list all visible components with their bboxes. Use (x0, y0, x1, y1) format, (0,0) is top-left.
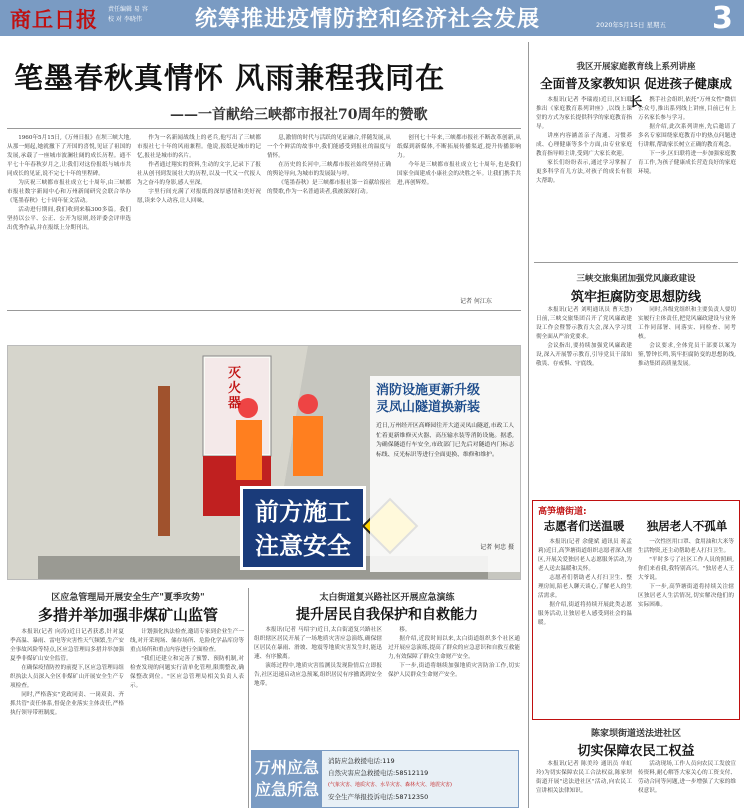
paragraph: "我们还建立和完善了预警、预防机制,对检查发现的问题实行清单化管理,限期整改,确保整改到位。"区应急管理局相关负责人表示。 (130, 656, 244, 689)
divider (534, 262, 738, 263)
paragraph: 会议要求,全体党员干部要以案为鉴,警钟长鸣,筑牢拒腐防变的思想防线,推动集团高质量发展。 (638, 343, 736, 367)
rt1-column-2 (638, 96, 736, 226)
rt2-title: 筑牢拒腐防变思想防线 (570, 290, 701, 305)
lead-title: 笔墨春秋真情怀 风雨兼程我同在 (14, 61, 446, 95)
bm-column-1 (254, 626, 382, 746)
hotline-disaster-types: (气象灾害、地质灾害、水旱灾害、森林火灾、地震灾害) (328, 782, 452, 788)
paragraph: 作为一名新闻战线上的老兵,他写出了三峡都市报社七十年的风雨兼程。他说,报纸是城市的记忆,报社是城市的名片。 (137, 135, 261, 159)
column-rule (528, 42, 529, 808)
paragraph: 演练过程中,地质灾害监测员发现险情后立即报告,社区迅速启动应急预案,组织居民有序撤离到安全地带。 (254, 663, 382, 687)
photo-caption-panel (370, 376, 520, 572)
box-title-2: 独居老人不孤单 (646, 519, 728, 533)
paragraph: 家长们纷纷表示,通过学习掌握了更多科学育儿方法,对孩子的成长有很大帮助。 (536, 160, 632, 184)
paragraph: 下一步,街道将继续加强地质灾害防治工作,切实保护人民群众生命财产安全。 (388, 663, 520, 678)
lead-subtitle: ——一首献给三峡都市报社70周年的赞歌 (170, 107, 428, 123)
rt2-kicker: 三峡交旅集团加强党风廉政建设 (576, 274, 696, 284)
paragraph: 下一步,高笋塘街道将持续关注辖区独居老人生活情况,切实解决他们的实际困难。 (638, 584, 734, 608)
paragraph: 据介绍,近段时间以来,太白街道组织多个社区通过开展应急演练,提高了群众的应急意识和自救互救能力,有效保障了群众生命财产安全。 (388, 636, 520, 660)
box-column-2 (638, 538, 734, 714)
bl-column-1 (10, 628, 124, 806)
paragraph: 一次性医用口罩、食用油和大米等生活物资,还主动帮助老人打扫卫生。 (638, 539, 734, 554)
paragraph: 据介绍,街道将持续开展此类志愿服务活动,让独居老人感受到社会的温暖。 (538, 602, 632, 626)
divider (7, 310, 521, 311)
paragraph: 移。 (399, 627, 411, 633)
rt3-title: 切实保障农民工权益 (577, 744, 695, 759)
issue-date: 2020年5月15日 星期五 (596, 21, 667, 29)
paragraph: 本报讯(记者 向涛)近日记者获悉,针对夏季高温、暴雨、雷电等灾害性天气频繁,生产安全事故风险等特点,区应急管理局多措并举加强夏季非煤矿山安全监管。 (10, 629, 124, 662)
column-rule (248, 588, 249, 808)
paragraph: 本报讯(记者 陈美玲 通讯员 单虹玲)为切实保障农民工合法权益,陈家坝街道开展"送法进社区"活动,向农民工宣讲相关法律知识。 (536, 761, 632, 794)
lead-credit: 记者 何江东 (460, 298, 492, 305)
hotline-fire: 消防应急救援电话:119 (328, 757, 395, 765)
lead-column-3 (267, 134, 391, 306)
emergency-hotline-box (251, 750, 519, 808)
rt1-column-1 (536, 96, 632, 248)
paragraph: 本报讯(记者 余健斌 通讯员 蒋孟莉)近日,高笋塘街道组织志愿者深入辖区,开展关爱独居老人志愿服务活动,为老人送去温暖和关怀。 (538, 539, 632, 572)
paragraph: 志愿者们帮助老人打扫卫生、整理房间,陪老人聊天谈心,了解老人的生活需求。 (538, 575, 632, 599)
rt1-kicker: 我区开展家庭教育线上系列讲座 (576, 62, 696, 72)
paragraph: 在历史的长河中,三峡都市报社始终坚持正确的舆论导向,为城市的发展鼓与呼。 (267, 162, 391, 177)
paragraph: 据介绍,此次系列讲座,先后邀请了多名专家围绕家庭教育中的热点问题进行讲解,帮助家长树立正确的教育观念。 (638, 124, 736, 148)
paragraph: 本报讯(记者 刘明通讯员 曹天慧)日前,三峡交旅集团召开了党风廉政建设工作会暨警示教育大会,深入学习贯彻全面从严治党要求。 (536, 307, 632, 340)
tunnel-photo (7, 345, 521, 580)
bm-title: 提升居民自我保护和自救能力 (296, 607, 478, 623)
hotline-disaster: 自然灾害应急救援电话:58512119 (328, 769, 429, 777)
paragraph: 在确保疫情防控的前提下,区应急管理局组织执法人员深入全区非煤矿山开展安全生产专项检查。 (10, 665, 124, 689)
paragraph: 创刊七十年来,三峡都市报社不断改革创新,从纸媒到新媒体,不断拓展传播渠道,提升传播影响力。 (397, 135, 521, 159)
hotline-list (328, 755, 516, 803)
paragraph: 同时,严格落实"党政同责、一岗双责、齐抓共管"责任体系,督促企业落实主体责任,严格执行领导带班制度。 (10, 692, 124, 716)
bl-kicker: 区应急管理局开展安全生产"夏季攻势" (51, 593, 205, 603)
rt2-column-1 (536, 306, 632, 494)
rt3-column-2 (638, 760, 736, 808)
paragraph: 计划强化执法检查,邀请专家到企业生产一线,对开采现场、储存场所、危险化学品库房等重点场所和重点内容进行全面检查。 (130, 629, 244, 653)
paragraph: "平时多亏了社区工作人员的照顾,你们来看我,我特别高兴。"独居老人王大爷说。 (638, 557, 734, 581)
bm-column-2 (388, 626, 520, 746)
proofreader-line: 校 对 李晓伟 (108, 16, 142, 23)
extinguisher-label: 灭火器 (228, 366, 242, 411)
editors-block (108, 5, 148, 25)
editor-line: 责任编辑 易 容 (108, 6, 148, 13)
hotline-slogan: 万州应急 应急所急 (252, 751, 322, 807)
paragraph: 活动现场,工作人员向农民工发放宣传资料,耐心解答大家关心的工资支付、劳动合同等问题,进一步增强了大家的维权意识。 (638, 761, 736, 794)
sign-line-1: 前方施工 (255, 498, 351, 526)
lead-column-2 (137, 134, 261, 306)
construction-sign (240, 486, 366, 570)
paragraph: 1960年5月15日,《万州日报》在坝三峡大地,从那一刻起,她就撤下了开国的喜悦,见证了祖国的发展,承载了一座城市波澜壮阔的成长历程。通不平七十年春秋岁月之,让我们对这份报纸与城市共同成长的见证,说不完七十年的里程碑。 (7, 135, 131, 177)
photo-caption: 近日,万州经开区高峰园往开大道灵凤山隧道,市政工人忙着更新维修灭火器、高压输水装等消防设施。据悉,为确保隧道行车安全,市政部门已先后对隧道内门标志标线、反光标识等进行全面更换、维修和维护。 (376, 423, 514, 458)
paragraph: 作者通过翔实的资料,生动的文字,记录下了报社从创刊到发展壮大的历程,以及一代又一代报人为之奋斗的身影,感人至深。 (137, 162, 261, 186)
paragraph: 为庆祝三峡都市报社成立七十周年,由三峡都市报社数字新闻中心和万州新闻研究会联合举办《笔墨春秋》七十周年征文活动。 (7, 180, 131, 204)
box-column-1 (538, 538, 632, 714)
sign-line-2: 注意安全 (255, 532, 351, 560)
paragraph: 《笔墨春秋》是三峡都市报社第一首献给报社的赞歌,作为一名普通读者,我被深深打动。 (267, 180, 391, 195)
rt3-kicker: 陈家坝街道送法进社区 (590, 729, 681, 739)
rt1-title: 全面普及家教知识 促进孩子健康成长 (540, 76, 732, 109)
photo-title-2: 灵凤山隧道换新装 (376, 400, 481, 415)
paragraph: 本报讯(记者 马绍宇)近日,太白街道复兴路社区组织辖区居民开展了一场地质灾害应急演练,确保辖区居民在暴雨、滑坡、地震等地质灾害发生时,能迅速、有序撤离。 (254, 627, 382, 660)
paragraph: 会议指出,要持续加强党风廉政建设,深入开展警示教育,引导党员干部知敬畏、存戒惧、守底线。 (536, 343, 632, 367)
divider (7, 128, 521, 129)
paragraph: 今年是三峡都市报社成立七十周年,也是我们国家全面建成小康社会的决胜之年。让我们携手共进,再创辉煌。 (397, 162, 521, 186)
box-kicker: 高笋塘街道: (538, 507, 587, 517)
paragraph: 同时,各级党组织和主要负责人要切实履行主体责任,把党风廉政建设与业务工作同部署、同落实、同检查、同考核。 (638, 307, 736, 340)
paragraph: 息,激情的时代与活跃的见证融合,伴随发展,从一个个鲜活的故事中,我们能感受到报社的温度与情怀。 (267, 135, 391, 159)
rt3-column-1 (536, 760, 632, 808)
bl-title: 多措并举加强非煤矿山监管 (37, 606, 218, 624)
paragraph: 讲座内容涵盖亲子沟通、习惯养成、心理健康等多个方面,由专业家庭教育指导师主讲,受到广大家长欢迎。 (536, 133, 632, 157)
lead-column-4 (397, 134, 521, 294)
paragraph: 下一步,区妇联将进一步加强家庭教育工作,为孩子健康成长营造良好的家庭环境。 (638, 151, 736, 175)
box-title-1: 志愿者们送温暖 (543, 519, 625, 533)
rt2-column-2 (638, 306, 736, 494)
paragraph: 携手社会组织,依托"万州女性"微信公众号,推出系列线上讲座,目前已有上万名家长参与学习。 (638, 97, 736, 121)
page-number: 3 (712, 1, 733, 36)
bm-kicker: 太白街道复兴路社区开展应急演练 (319, 593, 455, 603)
paragraph: 活动进行期间,我们收到来稿300多篇。我们坚持以公平、公正、公开为原则,经评委会评审选出优秀作品,并在报纸上分期刊出。 (7, 207, 131, 231)
photo-title-1: 消防设施更新升级 (376, 383, 481, 398)
bl-column-2 (130, 628, 244, 806)
photo-credit: 记者 何忠 摄 (480, 544, 514, 551)
hotline-safety-report: 安全生产举报投诉电话:58712350 (328, 793, 429, 801)
newspaper-logo: 商丘日报 (10, 7, 98, 32)
paragraph: 本报讯(记者 李瑞霞)近日,区妇联推出《家庭教育系列讲座》,以线上课堂的方式为家长提供科学的家庭教育指导。 (536, 97, 632, 130)
lead-column-1 (7, 134, 131, 306)
section-banner: 统筹推进疫情防控和经济社会发展 (195, 7, 541, 32)
paragraph: 字里行间充满了对报纸的深厚感情和美好祝愿,读来令人动容,让人回味。 (137, 189, 261, 204)
